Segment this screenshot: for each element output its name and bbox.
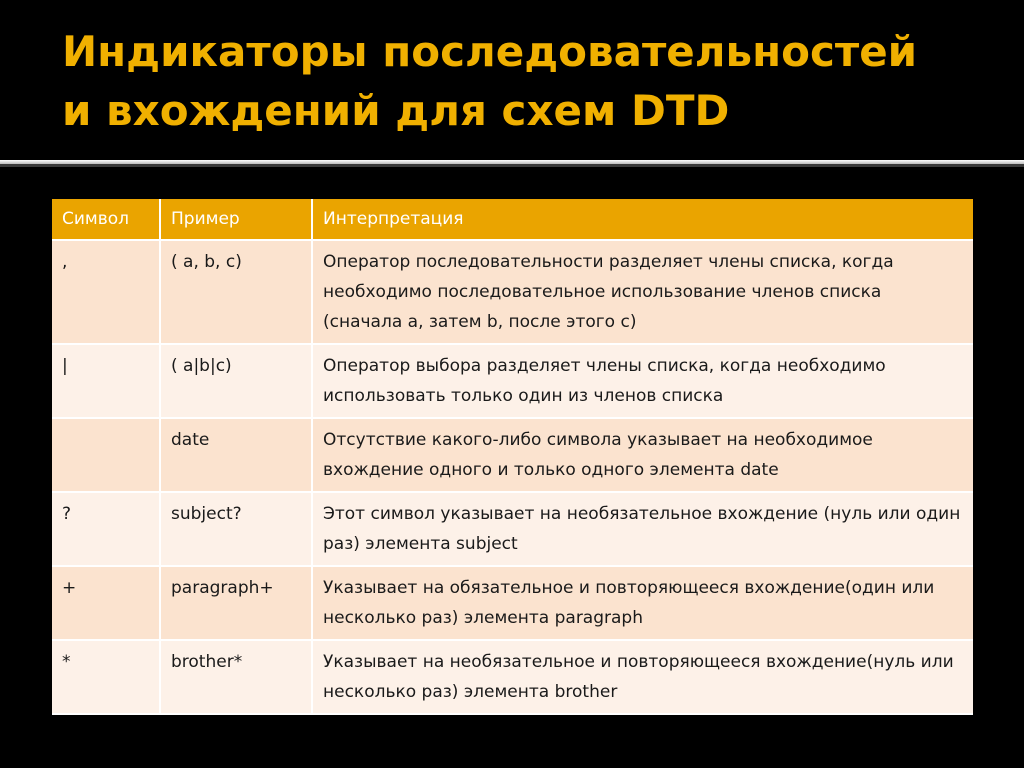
slide-title <box>62 22 1002 140</box>
cell-symbol: ? <box>52 492 160 566</box>
cell-interpretation: Оператор выбора разделяет члены списка, когда необходимо использовать только один из членов списка <box>312 344 973 418</box>
cell-example: date <box>160 418 312 492</box>
cell-symbol: | <box>52 344 160 418</box>
cell-example: ( a, b, c) <box>160 240 312 344</box>
header-interpretation: Интерпретация <box>312 199 973 240</box>
table-row <box>52 640 973 714</box>
cell-example: subject? <box>160 492 312 566</box>
cell-symbol: , <box>52 240 160 344</box>
header-example: Пример <box>160 199 312 240</box>
table-row <box>52 492 973 566</box>
cell-example: brother* <box>160 640 312 714</box>
table-row <box>52 240 973 344</box>
table-row <box>52 418 973 492</box>
cell-interpretation: Отсутствие какого-либо символа указывает на необходимое вхождение одного и только одного элемента date <box>312 418 973 492</box>
table-row <box>52 566 973 640</box>
cell-symbol: * <box>52 640 160 714</box>
table-header-row <box>52 199 973 240</box>
table-row <box>52 344 973 418</box>
cell-example: paragraph+ <box>160 566 312 640</box>
slide-title-line-2: и вхождений для схем DTD <box>62 86 730 135</box>
cell-symbol: + <box>52 566 160 640</box>
cell-interpretation: Оператор последовательности разделяет члены списка, когда необходимо последовательное использование членов списка (сначала a, затем b, после этого c) <box>312 240 973 344</box>
cell-interpretation: Этот символ указывает на необязательное вхождение (нуль или один раз) элемента subject <box>312 492 973 566</box>
title-bar <box>0 0 1024 160</box>
cell-example: ( a|b|c) <box>160 344 312 418</box>
cell-symbol <box>52 418 160 492</box>
cell-interpretation: Указывает на обязательное и повторяющееся вхождение(один или несколько раз) элемента paragraph <box>312 566 973 640</box>
dtd-indicators-table <box>52 199 973 715</box>
header-symbol: Символ <box>52 199 160 240</box>
slide-title-line-1: Индикаторы последовательностей <box>62 27 918 76</box>
cell-interpretation: Указывает на необязательное и повторяющееся вхождение(нуль или несколько раз) элемента brother <box>312 640 973 714</box>
